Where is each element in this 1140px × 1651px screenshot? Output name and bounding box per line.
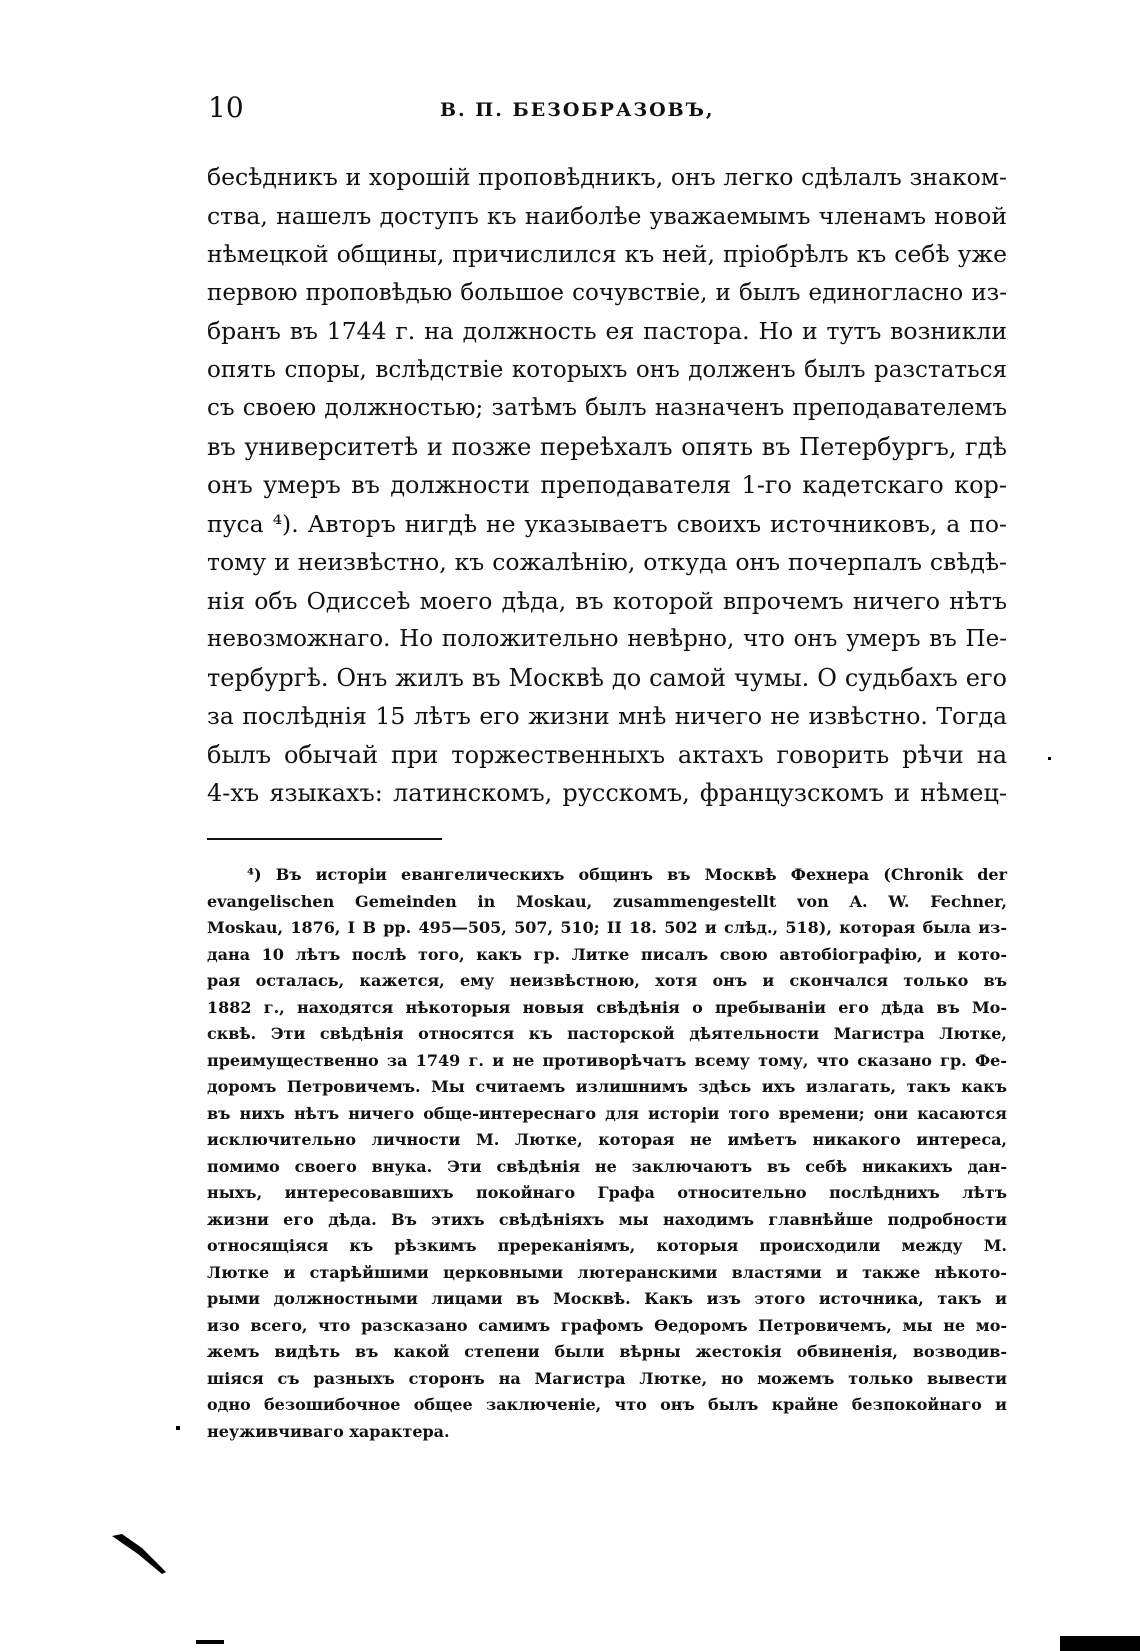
footnote-line: въ нихъ нѣтъ ничего обще-интереснаго для исторіи того времени; они касаются (207, 1103, 1007, 1123)
text-line: невозможнаго. Но положительно невѣрно, что онъ умеръ въ Пе- (207, 626, 1007, 652)
text-line: 4-хъ языкахъ: латинскомъ, русскомъ, французскомъ и нѣмец- (207, 779, 1007, 807)
footnote-line: относящіяся къ рѣзкимъ пререканіямъ, которыя происходили между М. (207, 1236, 1007, 1255)
text-line: ства, нашелъ доступъ къ наиболѣе уважаемымъ членамъ новой (207, 201, 1007, 230)
footnote-line: рая осталась, кажется, ему неизвѣстною, хотя онъ и скончался только въ (207, 971, 1007, 990)
footnote-line: Moskau, 1876, I B pp. 495—505, 507, 510; II 18. 502 и слѣд., 518), которая была из- (207, 918, 1007, 937)
footnote-line: ныхъ, интересовавшихъ покойнаго Графа относительно послѣднихъ лѣтъ (207, 1183, 1007, 1202)
scan-artifact (196, 1640, 224, 1644)
footnote-line: одно безошибочное общее заключеніе, что онъ былъ крайне безпокойнаго и (207, 1395, 1007, 1414)
footnote-line: ⁴) Въ исторіи евангелическихъ общинъ въ Москвѣ Фехнера (Chronik der (247, 865, 1007, 884)
footnote-line: 1882 г., находятся нѣкоторыя новыя свѣдѣнія о пребываніи его дѣда въ Мо- (207, 997, 1007, 1017)
footnote-line: evangelischen Gemeinden in Moskau, zusammengestellt von A. W. Fechner, (207, 891, 1007, 911)
footnote-separator-rule (207, 838, 442, 840)
text-line: съ своею должностью; затѣмъ былъ назначенъ преподавателемъ (207, 395, 1007, 421)
footnote-line: изо всего, что разсказано самимъ графомъ Ѳедоромъ Петровичемъ, мы не мо- (207, 1315, 1007, 1335)
text-line: былъ обычай при торжественныхъ актахъ говорить рѣчи на (207, 740, 1007, 769)
text-line: нія объ Одиссеѣ моего дѣда, въ которой впрочемъ ничего нѣтъ (207, 586, 1007, 615)
text-line: онъ умеръ въ должности преподавателя 1-го кадетскаго кор- (207, 471, 1007, 499)
text-line: бесѣдникъ и хорошій проповѣдникъ, онъ легко сдѣлалъ знаком- (207, 163, 1007, 191)
main-text (207, 158, 1007, 813)
footnote-line: доромъ Петровичемъ. Мы считаемъ излишнимъ здѣсь ихъ излагать, такъ какъ (207, 1077, 1007, 1096)
scan-artifact (112, 1534, 167, 1574)
text-line: пуса ⁴). Авторъ нигдѣ не указываетъ своихъ источниковъ, а по- (207, 509, 1007, 538)
footnote-line: исключительно личности М. Лютке, которая не имѣетъ никакого интереса, (207, 1130, 1007, 1149)
text-line: въ университетѣ и позже переѣхалъ опять въ Петербургъ, гдѣ (207, 432, 1007, 461)
text-line: бранъ въ 1744 г. на должность ея пастора. Но и тутъ возникли (207, 317, 1007, 345)
footnote-line: рыми должностными лицами въ Москвѣ. Какъ изъ этого источника, такъ и (207, 1289, 1007, 1308)
footnote-line: жемъ видѣть въ какой степени были вѣрны жестокія обвиненія, возводив- (207, 1342, 1007, 1361)
footnote-line: преимущественно за 1749 г. и не противорѣчатъ всему тому, что сказано гр. Фе- (207, 1050, 1007, 1070)
scan-artifact (1060, 1636, 1140, 1651)
text-line: первою проповѣдью большое сочувствіе, и былъ единогласно из- (207, 279, 1007, 306)
scan-artifact (1048, 757, 1051, 760)
text-line: за послѣднія 15 лѣтъ его жизни мнѣ ничего не извѣстно. Тогда (207, 702, 1007, 730)
scan-artifact (176, 1426, 180, 1430)
footnote (207, 862, 1007, 1445)
footnote-line: шіяся съ разныхъ сторонъ на Магистра Лютке, но можемъ только вывести (207, 1368, 1007, 1388)
running-head: В. П. БЕЗОБРАЗОВЪ, (440, 99, 715, 121)
footnote-line: Лютке и старѣйшими церковными лютеранскими властями и также нѣкото- (207, 1262, 1007, 1282)
footnote-line: неуживчиваго характера. (207, 1421, 450, 1441)
footnote-line: жизни его дѣда. Въ этихъ свѣдѣніяхъ мы находимъ главнѣйше подробности (207, 1209, 1007, 1229)
footnote-line: помимо своего внука. Эти свѣдѣнія не заключаютъ въ себѣ никакихъ дан- (207, 1156, 1007, 1176)
text-line: опять споры, вслѣдствіе которыхъ онъ долженъ былъ разстаться (207, 356, 1007, 383)
text-line: тому и неизвѣстно, къ сожалѣнію, откуда онъ почерпалъ свѣдѣ- (207, 548, 1007, 576)
footnote-line: дана 10 лѣтъ послѣ того, какъ гр. Литке писалъ свою автобіографію, и кото- (207, 944, 1007, 964)
footnote-line: сквѣ. Эти свѣдѣнія относятся къ пасторской дѣятельности Магистра Лютке, (207, 1024, 1007, 1043)
page-number: 10 (208, 91, 244, 124)
text-line: тербургѣ. Онъ жилъ въ Москвѣ до самой чумы. О судьбахъ его (207, 663, 1007, 692)
text-line: нѣмецкой общины, причислился къ ней, пріобрѣлъ къ себѣ уже (207, 240, 1007, 268)
